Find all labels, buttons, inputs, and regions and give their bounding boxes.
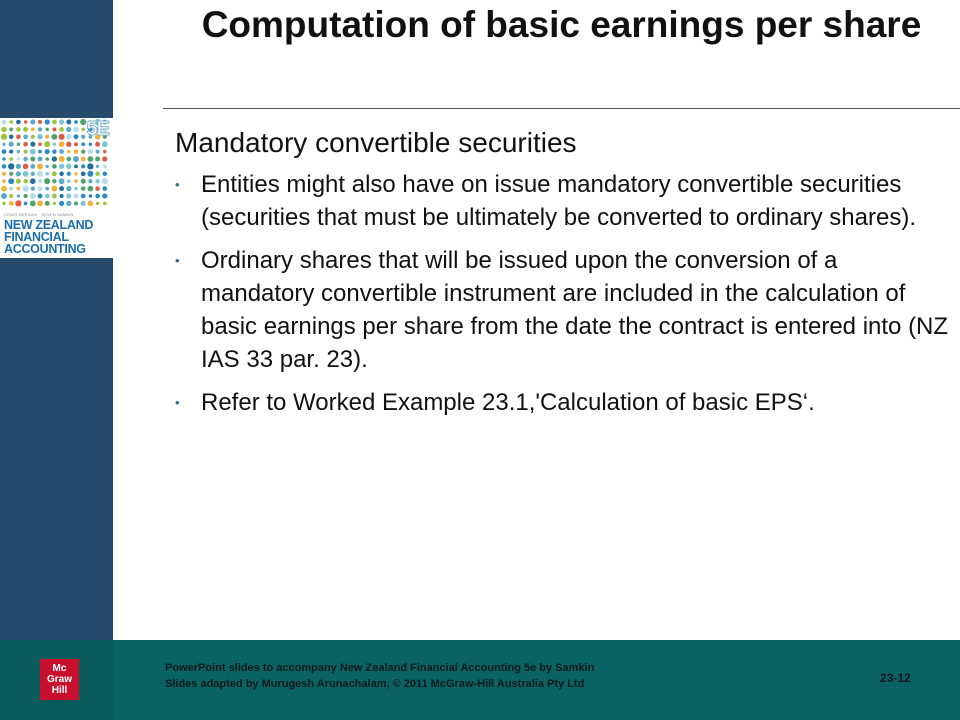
title-divider (163, 108, 960, 109)
cover-dot (38, 142, 42, 146)
cover-dot (9, 187, 13, 191)
cover-dot (31, 135, 35, 139)
left-sidebar (0, 0, 113, 640)
bullet-icon: • (175, 177, 180, 192)
cover-dot (44, 178, 50, 184)
cover-edition: 5E (86, 118, 109, 140)
cover-dot (51, 186, 57, 192)
cover-dot (52, 164, 57, 169)
cover-dot (66, 134, 72, 140)
cover-dot (31, 172, 35, 176)
cover-dot (37, 163, 43, 169)
cover-dot (59, 178, 65, 184)
cover-dot (2, 149, 7, 154)
cover-dot (38, 157, 43, 162)
cover-dot (74, 164, 78, 168)
cover-dot (66, 201, 71, 206)
cover-dot (16, 120, 21, 125)
cover-dot (30, 157, 35, 162)
cover-dot (95, 142, 100, 147)
cover-dot (37, 134, 43, 140)
cover-dot (74, 134, 79, 139)
cover-dot (38, 194, 43, 199)
footer-credit-line: PowerPoint slides to accompany New Zealand Financial Accounting 5e by Samkin (165, 662, 595, 674)
cover-dot (31, 128, 35, 132)
cover-dot (38, 179, 42, 183)
cover-dot (23, 127, 28, 132)
cover-dot (2, 157, 5, 160)
cover-dot (74, 172, 77, 175)
cover-dot (52, 171, 57, 176)
cover-dot (30, 193, 36, 199)
cover-dot (88, 201, 93, 206)
cover-dot (53, 143, 56, 146)
cover-title-line: FINANCIAL (4, 230, 69, 244)
logo-line: Mc (52, 663, 67, 674)
cover-dot (81, 142, 85, 146)
cover-dot (23, 194, 27, 198)
cover-dot (59, 149, 64, 154)
cover-dot (31, 186, 35, 190)
cover-dot (81, 201, 86, 206)
cover-dot (17, 157, 20, 160)
cover-dot (52, 156, 57, 161)
cover-dot (16, 171, 21, 176)
cover-dot (45, 128, 48, 131)
cover-dot (52, 179, 56, 183)
cover-dot (44, 141, 50, 147)
cover-dot (45, 187, 49, 191)
cover-dot (45, 149, 50, 154)
cover-authors: CRAIG DEEGAN · SEVEN SAMKIN (4, 212, 74, 217)
cover-dot (52, 120, 57, 125)
cover-dot (59, 127, 64, 132)
cover-dot (66, 164, 71, 169)
cover-dot (23, 171, 29, 177)
cover-dot (9, 157, 13, 161)
cover-dot (17, 142, 20, 145)
cover-dot (96, 202, 99, 205)
cover-dot (30, 200, 36, 206)
cover-dot (8, 178, 14, 184)
cover-dot (2, 120, 7, 125)
cover-dot (59, 164, 64, 169)
cover-dot (38, 120, 42, 124)
cover-dot (37, 200, 43, 206)
cover-dot (59, 201, 64, 206)
cover-dot (59, 156, 65, 162)
cover-dot (17, 194, 20, 197)
bullet-item (175, 386, 950, 419)
cover-dot (81, 194, 86, 199)
cover-dot (103, 165, 107, 169)
cover-dot (102, 186, 107, 191)
bullet-icon: • (175, 395, 180, 410)
cover-dot (66, 142, 71, 147)
footer-credits (165, 660, 594, 692)
cover-dot (81, 157, 86, 162)
bullet-text: Refer to Worked Example 23.1,'Calculation of basic EPS‘. (201, 389, 815, 416)
cover-dot (24, 120, 27, 123)
cover-dot (53, 202, 56, 205)
cover-dot (2, 172, 6, 176)
cover-dot (9, 150, 13, 154)
cover-dot (9, 172, 13, 176)
cover-dot (73, 127, 79, 133)
bullet-text: Entities might also have on issue mandatory convertible securities (securities that must be ultimately be converted to ordinary shares). (201, 171, 916, 231)
cover-dot (23, 179, 27, 183)
cover-dot (52, 127, 56, 131)
cover-dot (67, 172, 71, 176)
cover-dot (38, 127, 42, 131)
cover-dot (38, 186, 43, 191)
cover-dot (81, 164, 85, 168)
bullet-text: Ordinary shares that will be issued upon the conversion of a mandatory convertible instrument are included in the calculation of basic earnings per share from the date the contract is entered into (NZ IAS 33 par. 23). (201, 247, 949, 373)
cover-dot (59, 172, 63, 176)
cover-dot (59, 134, 65, 140)
cover-dot (8, 163, 14, 169)
mcgraw-hill-logo (40, 659, 79, 700)
cover-dot (16, 164, 21, 169)
cover-dot (15, 200, 21, 206)
cover-dot (102, 178, 108, 184)
cover-dot (102, 141, 108, 147)
cover-dot (74, 142, 78, 146)
cover-dot (67, 179, 70, 182)
bullet-list (175, 168, 950, 419)
cover-title (4, 219, 93, 255)
footer-logo-area (0, 640, 113, 720)
logo-line: Hill (51, 685, 68, 696)
cover-title-line: ACCOUNTING (4, 242, 86, 256)
cover-dot (16, 134, 21, 139)
cover-dot (2, 143, 5, 146)
cover-dot (103, 172, 107, 176)
cover-dot (24, 150, 28, 154)
cover-dot (51, 134, 57, 140)
cover-dot (81, 171, 86, 176)
cover-dot (17, 187, 21, 191)
cover-dot (81, 149, 85, 153)
bullet-icon: • (175, 253, 180, 268)
cover-dot (37, 171, 43, 177)
slide-content (175, 126, 950, 429)
cover-dot (74, 187, 77, 190)
cover-dot (46, 165, 49, 168)
logo-line: Graw (46, 674, 72, 685)
cover-dot (45, 201, 50, 206)
cover-dot (52, 149, 56, 153)
cover-dot (9, 194, 13, 198)
cover-dot (22, 185, 28, 191)
cover-dot (9, 201, 14, 206)
cover-dot (81, 179, 86, 184)
cover-dot (1, 193, 7, 199)
cover-dot (45, 194, 50, 199)
cover-dot (88, 156, 94, 162)
cover-dot (2, 179, 6, 183)
cover-dot (23, 134, 28, 139)
cover-dot (23, 157, 28, 162)
cover-dot (74, 179, 78, 183)
cover-dot (17, 150, 20, 153)
cover-dot (52, 194, 57, 199)
cover-dot (30, 119, 35, 124)
cover-dot (66, 120, 71, 125)
cover-dot (9, 120, 13, 124)
cover-dot (30, 164, 35, 169)
cover-dot (73, 193, 78, 198)
cover-dot (60, 194, 64, 198)
cover-dot (30, 178, 36, 184)
cover-dot (88, 149, 93, 154)
cover-dot (2, 164, 7, 169)
cover-dot (96, 150, 100, 154)
cover-dot (74, 201, 78, 205)
footer-credit-line: Slides adapted by Murugesh Arunachalam, © 2011 McGraw-Hill Australia Pty Ltd (165, 678, 585, 690)
cover-dot (95, 186, 100, 191)
bullet-item (175, 168, 950, 234)
cover-dot (66, 193, 71, 198)
cover-dot (96, 165, 99, 168)
cover-dot (89, 194, 92, 197)
cover-dot (2, 202, 5, 205)
cover-dot (66, 127, 71, 132)
cover-dot (95, 179, 99, 183)
cover-dot (81, 186, 85, 190)
cover-dot (1, 127, 6, 132)
cover-title-line: NEW ZEALAND (4, 218, 94, 232)
page-number: 23-12 (880, 671, 911, 685)
cover-dot (95, 172, 99, 176)
slide-subheading: Mandatory convertible securities (175, 127, 577, 158)
cover-dot (87, 171, 93, 177)
cover-dot (66, 157, 71, 162)
cover-dot (45, 157, 49, 161)
cover-dot (80, 119, 86, 125)
cover-dot (23, 164, 29, 170)
cover-dot (23, 142, 28, 147)
cover-dot (16, 179, 21, 184)
cover-dot (95, 157, 100, 162)
cover-dot (9, 128, 13, 132)
cover-dot (73, 156, 79, 162)
cover-dot (59, 186, 64, 191)
cover-dot (88, 186, 94, 192)
cover-dot (102, 156, 107, 161)
cover-dot (74, 120, 78, 124)
cover-dot (24, 202, 28, 206)
cover-dot (30, 142, 35, 147)
cover-dot (45, 172, 48, 175)
slide-title: Computation of basic earnings per share (201, 4, 922, 45)
book-cover-image (0, 118, 113, 258)
cover-dot (59, 141, 64, 146)
slide-footer (0, 640, 960, 720)
cover-dot (1, 186, 7, 192)
cover-dot (103, 202, 107, 206)
cover-dot (1, 134, 7, 140)
cover-dot (81, 128, 85, 132)
cover-dot (89, 142, 92, 145)
bullet-item (175, 244, 950, 376)
cover-dot (9, 142, 14, 147)
cover-dot (87, 163, 93, 169)
cover-dot (45, 119, 50, 124)
cover-dot (45, 135, 49, 139)
cover-dot (66, 186, 71, 191)
cover-dot (95, 194, 100, 199)
cover-dot (103, 150, 106, 153)
cover-dot (67, 150, 70, 153)
cover-dot (38, 150, 42, 154)
cover-dot (102, 193, 107, 198)
cover-dot (16, 127, 21, 132)
cover-dot (81, 135, 85, 139)
cover-dot (59, 119, 64, 124)
cover-dot (74, 149, 79, 154)
cover-dot (88, 179, 92, 183)
cover-dot (30, 149, 36, 155)
cover-dot (9, 134, 14, 139)
